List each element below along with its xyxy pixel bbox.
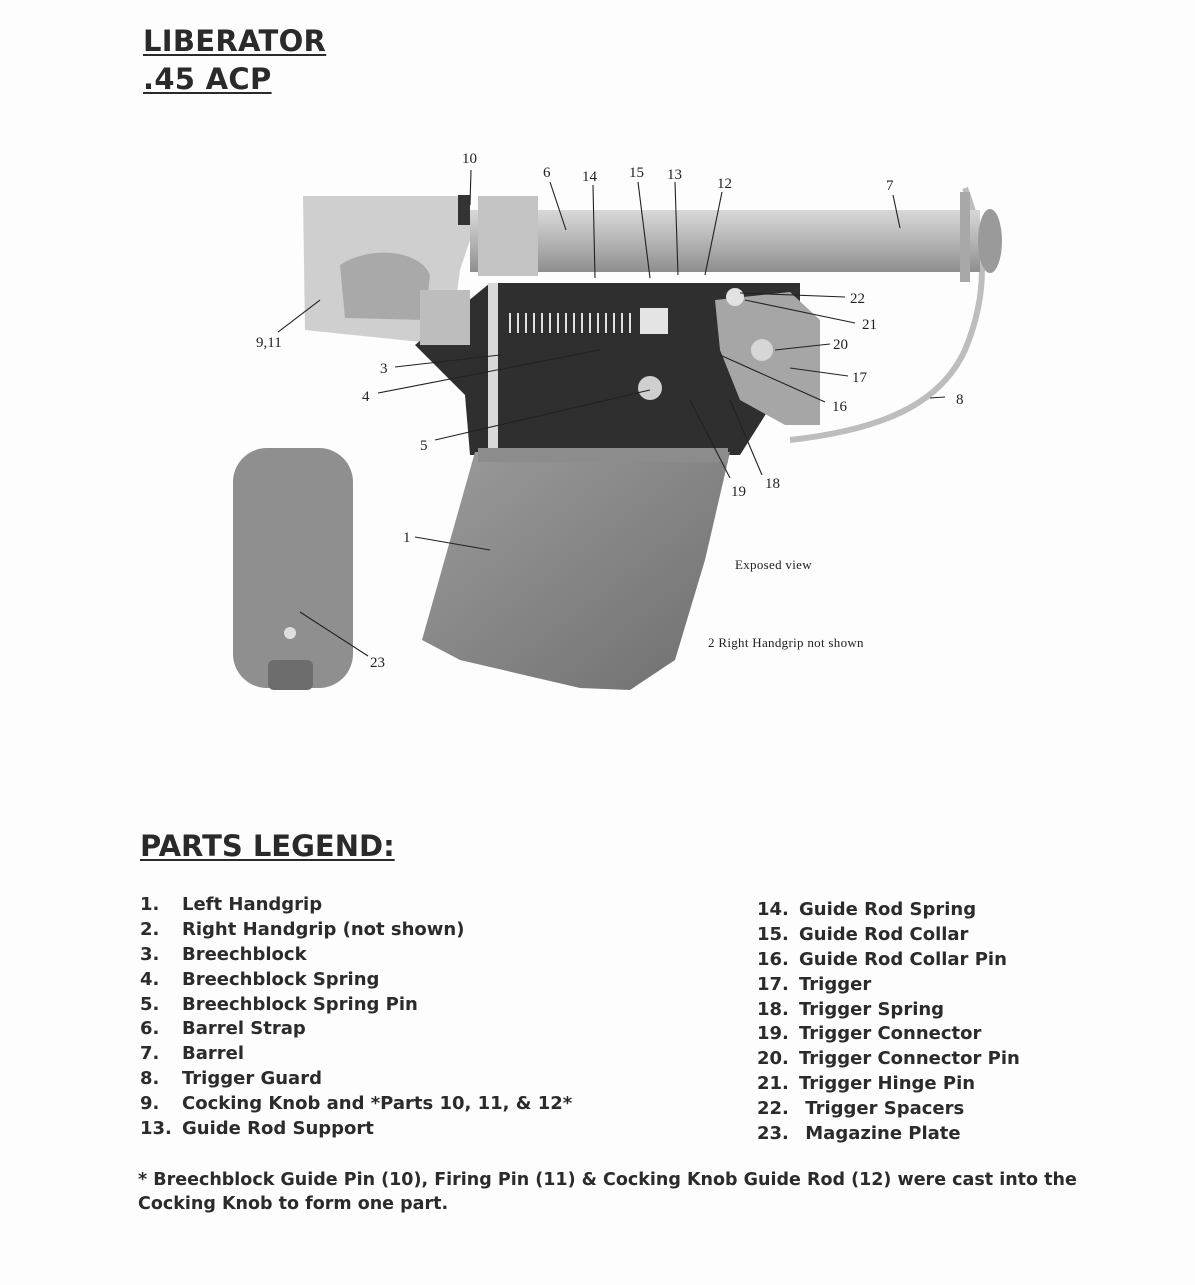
legend-item: 17. Trigger [757,973,872,995]
callout-14: 14 [582,169,597,185]
legend-item: 15. Guide Rod Collar [757,923,969,945]
callout-6: 6 [543,165,551,181]
callout-4: 4 [362,389,370,405]
callout-17: 17 [852,370,867,386]
footnote: * Breechblock Guide Pin (10), Firing Pin (11) & Cocking Knob Guide Rod (12) were cast into the Cocking Knob to form one part. [138,1170,1077,1214]
legend-item: 14. Guide Rod Spring [757,899,977,920]
parts-legend-right-column [757,898,1020,1147]
barrel-shape [470,192,1002,282]
legend-item: 2. Right Handgrip (not shown) [140,918,465,940]
callout-1: 1 [403,530,411,546]
callout-12: 12 [717,176,732,192]
callout-7: 7 [886,178,894,194]
legend-item: 19. Trigger Connector [757,1023,982,1045]
legend-item: 4. Breechblock Spring [140,968,380,990]
legend-item: 8. Trigger Guard [140,1068,322,1090]
callout-23: 23 [370,655,385,671]
callout-18: 18 [765,476,780,492]
document-title: LIBERATOR [143,24,327,58]
legend-item: 20. Trigger Connector Pin [757,1048,1020,1070]
left-handgrip-shape [422,452,730,690]
legend-item: 16. Guide Rod Collar Pin [757,948,1007,970]
legend-item: 21. Trigger Hinge Pin [757,1073,976,1095]
callout-10: 10 [462,151,477,167]
callout-22: 22 [850,291,865,307]
callout-16: 16 [832,399,847,415]
document-subtitle: .45 ACP [143,62,272,96]
callout-19: 19 [731,484,746,500]
callout-13: 13 [667,167,682,183]
frame-shape [415,283,820,455]
legend-item: 6. Barrel Strap [140,1018,306,1040]
callout-15: 15 [629,165,644,181]
callout-3: 3 [380,361,388,377]
legend-item: 3. Breechblock [140,943,307,965]
callout-5: 5 [420,438,428,454]
magazine-plate-shape [233,448,353,690]
parts-legend-heading: PARTS LEGEND: [140,829,395,863]
legend-item: 22. Trigger Spacers [757,1098,965,1120]
exposed-view-caption: Exposed view [735,557,812,572]
legend-item: 23. Magazine Plate [757,1123,961,1145]
callout-20: 20 [833,337,848,353]
callout-9-11: 9,11 [256,335,282,351]
legend-item: 13. Guide Rod Support [140,1118,374,1140]
legend-item: 1. Left Handgrip [140,894,323,915]
callout-8: 8 [956,392,964,408]
right-handgrip-note: 2 Right Handgrip not shown [708,635,864,650]
legend-item: 18. Trigger Spring [757,998,945,1020]
legend-item: 7. Barrel [140,1043,244,1065]
legend-item: 9. Cocking Knob and *Parts 10, 11, & 12* [140,1093,573,1115]
callout-21: 21 [862,317,877,333]
parts-legend-left-column [140,893,572,1142]
legend-item: 5. Breechblock Spring Pin [140,993,418,1015]
